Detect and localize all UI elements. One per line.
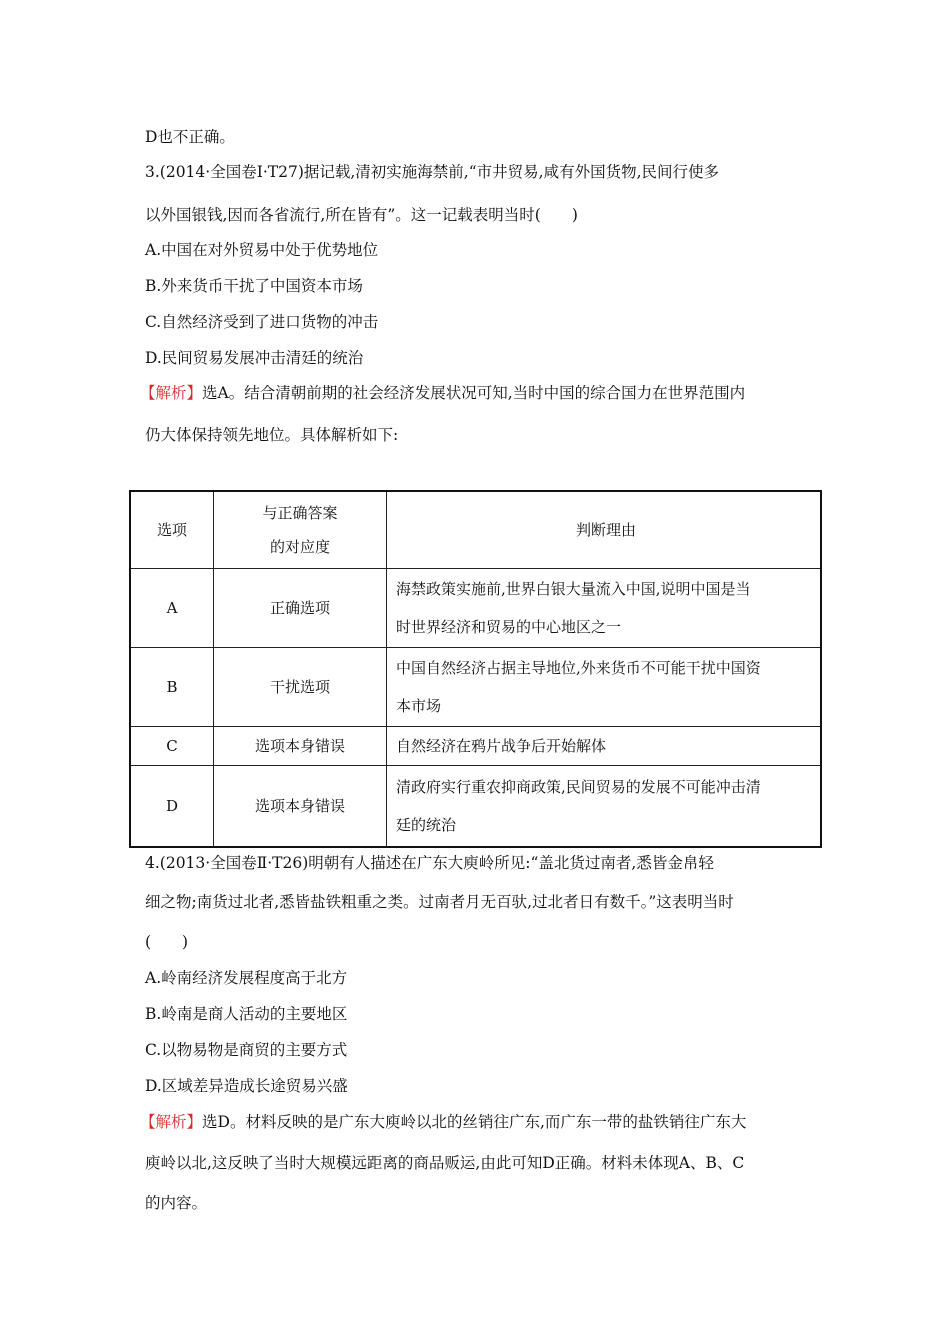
row-reason-line-1: 自然经济在鸦片战争后开始解体: [396, 737, 607, 755]
q4-analysis-text: 选D。材料反映的是广东大庾岭以北的丝销往广东,而广东一带的盐铁销往广东大: [202, 1113, 747, 1131]
row-option: A: [130, 569, 214, 648]
q4-analysis-tag: 【解析】: [140, 1113, 203, 1131]
header-degree-line-1: 与正确答案: [262, 504, 338, 522]
table-row: [130, 727, 821, 766]
table-row: [130, 766, 821, 848]
header-option: 选项: [130, 491, 214, 569]
q4-analysis-line-1: [140, 1112, 746, 1132]
row-reason: [387, 648, 822, 727]
row-degree: 选项本身错误: [214, 727, 387, 766]
q4-stem-line-2: 细之物;南货过北者,悉皆盐铁粗重之类。过南者月无百驮,过北者日有数千。”这表明当时: [145, 893, 734, 911]
q4-stem-line-3: ( ): [145, 933, 189, 951]
q3-option-b: B.外来货币干扰了中国资本市场: [145, 277, 363, 295]
q3-option-c: C.自然经济受到了进口货物的冲击: [145, 313, 379, 331]
header-degree-line-2: 的对应度: [269, 538, 330, 556]
header-degree: [214, 491, 387, 569]
table-row: [130, 648, 821, 727]
row-reason: [387, 727, 822, 766]
row-reason: [387, 569, 822, 648]
row-reason-line-2: 廷的统治: [396, 816, 457, 834]
row-reason-line-2: 时世界经济和贸易的中心地区之一: [396, 618, 622, 636]
q4-option-a: A.岭南经济发展程度高于北方: [145, 969, 348, 987]
row-option: B: [130, 648, 214, 727]
q4-option-b: B.岭南是商人活动的主要地区: [145, 1005, 348, 1023]
q3-stem-line-1: 3.(2014·全国卷Ⅰ·T27)据记载,清初实施海禁前,“市井贸易,咸有外国货物,民间行使多: [145, 163, 720, 181]
row-reason-line-1: 清政府实行重农抑商政策,民间贸易的发展不可能冲击清: [396, 778, 761, 796]
row-option: C: [130, 727, 214, 766]
row-reason-line-1: 中国自然经济占据主导地位,外来货币不可能干扰中国资: [396, 659, 761, 677]
q4-option-d: D.区域差异造成长途贸易兴盛: [145, 1077, 348, 1095]
row-reason: [387, 766, 822, 848]
q3-option-d: D.民间贸易发展冲击清廷的统治: [145, 349, 364, 367]
q3-analysis-line-2: 仍大体保持领先地位。具体解析如下:: [145, 426, 399, 444]
q4-analysis-line-3: 的内容。: [145, 1194, 208, 1212]
row-reason-line-2: 本市场: [396, 697, 442, 715]
q3-option-a: A.中国在对外贸易中处于优势地位: [145, 241, 379, 259]
table-row: [130, 569, 821, 648]
q3-analysis-text: 选A。结合清朝前期的社会经济发展状况可知,当时中国的综合国力在世界范围内: [202, 384, 746, 402]
q4-option-c: C.以物易物是商贸的主要方式: [145, 1041, 348, 1059]
q4-analysis-line-2: 庾岭以北,这反映了当时大规模远距离的商品贩运,由此可知D正确。材料未体现A、B、C: [145, 1154, 745, 1172]
row-reason-line-1: 海禁政策实施前,世界白银大量流入中国,说明中国是当: [396, 580, 751, 598]
analysis-table: [129, 490, 822, 848]
q3-analysis-line-1: [140, 383, 745, 403]
q3-stem-line-2: 以外国银钱,因而各省流行,所在皆有”。这一记载表明当时( ): [145, 206, 578, 224]
row-degree: 正确选项: [214, 569, 387, 648]
row-degree: 选项本身错误: [214, 766, 387, 848]
table-header-row: [130, 491, 821, 569]
header-reason: 判断理由: [387, 491, 822, 569]
q3-analysis-tag: 【解析】: [140, 384, 203, 402]
row-degree: 干扰选项: [214, 648, 387, 727]
previous-answer-tail: D也不正确。: [145, 128, 235, 146]
q4-stem-line-1: 4.(2013·全国卷Ⅱ·T26)明朝有人描述在广东大庾岭所见:“盖北货过南者,悉皆金帛轻: [145, 854, 714, 872]
row-option: D: [130, 766, 214, 848]
